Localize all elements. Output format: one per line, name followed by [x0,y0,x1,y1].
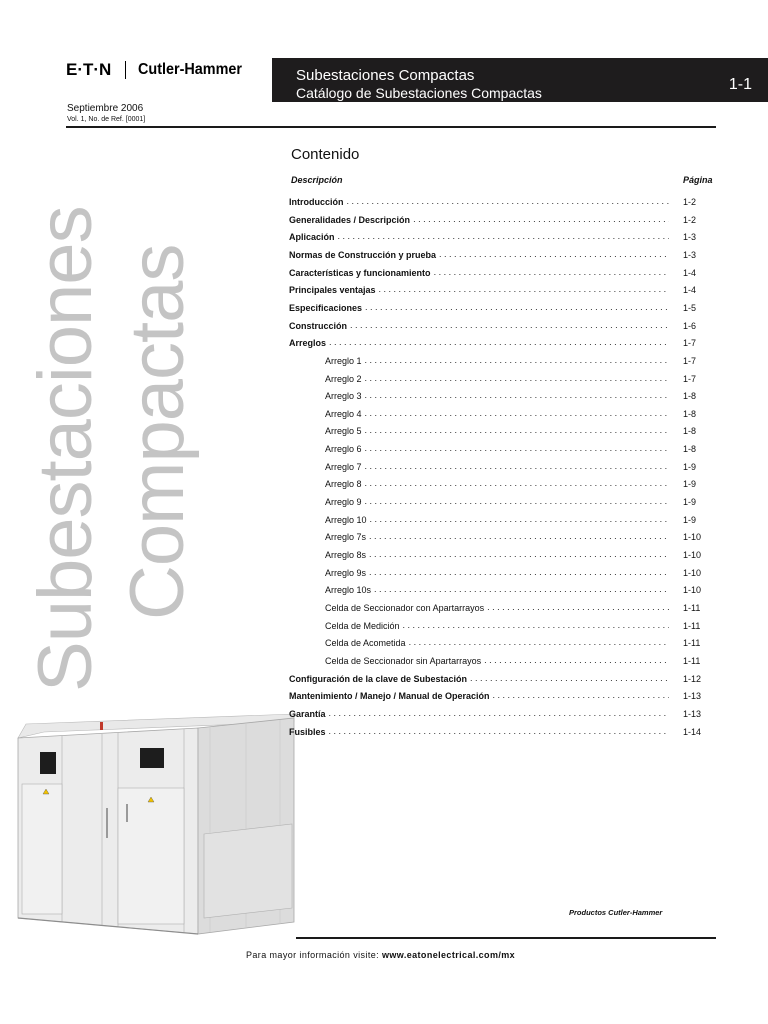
toc-dot-leader [338,230,669,242]
footer-products: Productos Cutler-Hammer [569,908,663,917]
brand-logo [66,60,254,80]
toc-dot-leader [470,672,669,684]
toc-entry-page: 1-12 [683,673,702,684]
toc-entry-page: 1-2 [683,197,697,207]
toc-entry-page: 1-8 [683,408,697,419]
issue-reference: Vol. 1, No. de Ref. [0001] [67,116,146,123]
toc-entry-label: Arreglo 7 [325,461,362,472]
toc-dot-leader [329,707,669,719]
toc-entry[interactable] [289,317,717,331]
toc-entry-page: 1-7 [683,355,697,366]
toc-entry-page: 1-3 [683,232,697,243]
toc-entry-label: Arreglo 2 [325,373,362,384]
toc-entry-page: 1-4 [683,267,697,278]
toc-entry-page: 1-8 [683,426,697,437]
cutler-hammer-logo: Cutler-Hammer [138,61,243,78]
bottom-divider [296,937,716,939]
toc-entry[interactable] [289,228,717,242]
header-bar [272,58,768,102]
toc-entry[interactable] [325,405,717,419]
toc-entry[interactable] [289,193,717,207]
toc-dot-leader [365,301,669,313]
toc-entry-label: Generalidades / Descripción [289,214,411,225]
toc-entry-label: Arreglo 10s [325,585,372,596]
toc-entry-label: Arreglo 8s [325,550,367,560]
toc-dot-leader [365,424,669,436]
toc-dot-leader [493,689,669,701]
toc-entry-label: Arreglo 3 [325,391,362,402]
vertical-title-compactas: Compactas [115,244,200,620]
toc-dot-leader [365,477,669,489]
toc-entry[interactable] [325,475,717,489]
toc-entry-label: Arreglo 5 [325,426,362,437]
eaton-logo: E·T·N [66,60,112,79]
toc-entry-page: 1-10 [683,567,702,578]
toc-entry-label: Arreglo 9s [325,567,367,578]
toc-entry-page: 1-14 [683,726,702,737]
toc-entry-label: Celda de Medición [325,620,400,631]
toc-entry-label: Arreglo 4 [325,408,362,419]
toc-entry-label: Arreglo 1 [325,355,362,366]
footer-info-prefix: Para mayor información visite: [246,950,380,960]
toc-entry[interactable] [289,687,717,701]
toc-dot-leader [329,725,669,737]
toc-dot-leader [365,495,669,507]
toc-dot-leader [439,248,669,260]
toc-entry[interactable] [289,264,717,278]
toc-entry[interactable] [289,299,717,313]
vertical-title-subestaciones: Subestaciones [23,206,108,692]
toc-entry-page: 1-11 [683,638,701,649]
toc-entry-page: 1-8 [683,391,697,402]
toc-entry-label: Arreglos [289,338,327,349]
toc-entry-page: 1-9 [683,479,697,490]
toc-entry[interactable] [325,440,717,454]
toc-entry[interactable] [289,723,717,737]
toc-dot-leader [350,319,669,331]
toc-entry-page: 1-9 [683,461,697,472]
toc-dot-leader [413,213,669,225]
toc-entry-label: Construcción [289,320,348,331]
toc-entry[interactable] [325,370,717,384]
toc-dot-leader [369,548,669,560]
toc-entry-page: 1-11 [683,620,701,631]
toc-entry[interactable] [289,334,717,348]
toc-entry[interactable] [289,246,717,260]
toc-entry[interactable] [289,211,717,225]
toc-entry-label: Fusibles [289,726,326,737]
toc-entry-page: 1-11 [683,655,701,666]
toc-entry[interactable] [325,493,717,507]
toc-entry-page: 1-7 [683,338,697,349]
toc-dot-leader [365,372,669,384]
substation-illustration [14,712,296,938]
toc-entry-label: Celda de Seccionador sin Apartarrayos [325,655,482,666]
header-subtitle: Catálogo de Subestaciones Compactas [296,85,542,101]
toc-entry-page: 1-10 [683,585,702,596]
toc-entry-page: 1-9 [683,497,697,508]
toc-entry[interactable] [325,422,717,436]
toc-entry[interactable] [325,652,717,666]
toc-entry[interactable] [325,511,717,525]
toc-entry-label: Aplicación [289,232,335,243]
toc-entry-page: 1-5 [683,302,697,313]
toc-entry[interactable] [325,352,717,366]
toc-entry[interactable] [325,634,717,648]
toc-entry-label: Características y funcionamiento [289,267,431,278]
toc-entry[interactable] [325,599,717,613]
toc-entry-page: 1-7 [683,373,697,384]
toc-dot-leader [329,336,669,348]
toc-dot-leader [370,513,669,525]
toc-entry-label: Arreglo 10 [325,514,367,525]
toc-entry[interactable] [325,546,717,560]
toc-entry-page: 1-10 [683,532,702,543]
toc-entry-page: 1-4 [683,285,697,296]
toc-entry-label: Celda de Seccionador con Apartarrayos [325,602,485,613]
toc-entry-label: Garantía [289,708,326,719]
toc-entry[interactable] [325,617,717,631]
toc-dot-leader [484,654,669,666]
toc-entry-page: 1-2 [683,214,697,225]
toc-entry[interactable] [289,670,717,684]
toc-entry-label: Arreglo 6 [325,444,362,455]
toc-entry[interactable] [325,564,717,578]
toc-dot-leader [409,636,669,648]
toc-entry-label: Arreglo 9 [325,497,362,508]
toc-entry-label: Celda de Acometida [325,638,406,649]
description-column-header: Descripción [291,175,343,185]
toc-dot-leader [369,530,669,542]
toc-dot-leader [365,354,669,366]
contents-heading: Contenido [291,146,360,163]
toc-entry-label: Especificaciones [289,302,363,313]
issue-date: Septiembre 2006 [67,103,144,114]
toc-dot-leader [347,195,670,207]
page-column-header: Página [683,175,713,185]
toc-entry[interactable] [289,281,717,295]
toc-dot-leader [374,583,669,595]
toc-entry[interactable] [325,581,717,595]
footer-info [246,950,515,960]
toc-entry-page: 1-3 [683,249,697,260]
top-divider [66,126,716,128]
toc-dot-leader [365,407,669,419]
toc-dot-leader [434,266,669,278]
toc-entry-label: Configuración de la clave de Subestación [289,673,468,684]
toc-dot-leader [369,566,669,578]
toc-entry-page: 1-6 [683,320,697,331]
toc-entry-page: 1-13 [683,691,702,702]
page-number: 1-1 [728,76,752,93]
toc-entry-page: 1-13 [683,708,702,719]
header-title: Subestaciones Compactas [296,67,475,84]
toc-entry-label: Principales ventajas [289,285,376,296]
toc-entry-page: 1-11 [683,602,701,613]
toc-dot-leader [365,389,669,401]
toc-entry-label: Mantenimiento / Manejo / Manual de Operación [289,691,490,702]
toc-entry-label: Normas de Construcción y prueba [289,249,437,260]
toc-entry[interactable] [289,705,717,719]
toc-entry-label: Arreglo 8 [325,479,362,490]
toc-entry-page: 1-8 [683,444,697,455]
toc-dot-leader [379,283,669,295]
toc-entry[interactable] [325,528,717,542]
toc-entry-page: 1-9 [683,514,697,525]
footer-url-link[interactable]: www.eatonelectrical.com/mx [381,950,516,960]
logo-divider [125,61,126,79]
toc-entry[interactable] [325,458,717,472]
toc-dot-leader [403,619,669,631]
toc-dot-leader [365,442,669,454]
toc-entry-label: Arreglo 7s [325,532,367,543]
toc-entry-page: 1-10 [683,550,702,560]
toc-dot-leader [365,460,669,472]
toc-entry-label: Introducción [289,197,344,207]
toc-dot-leader [487,601,669,613]
toc-entry[interactable] [325,387,717,401]
